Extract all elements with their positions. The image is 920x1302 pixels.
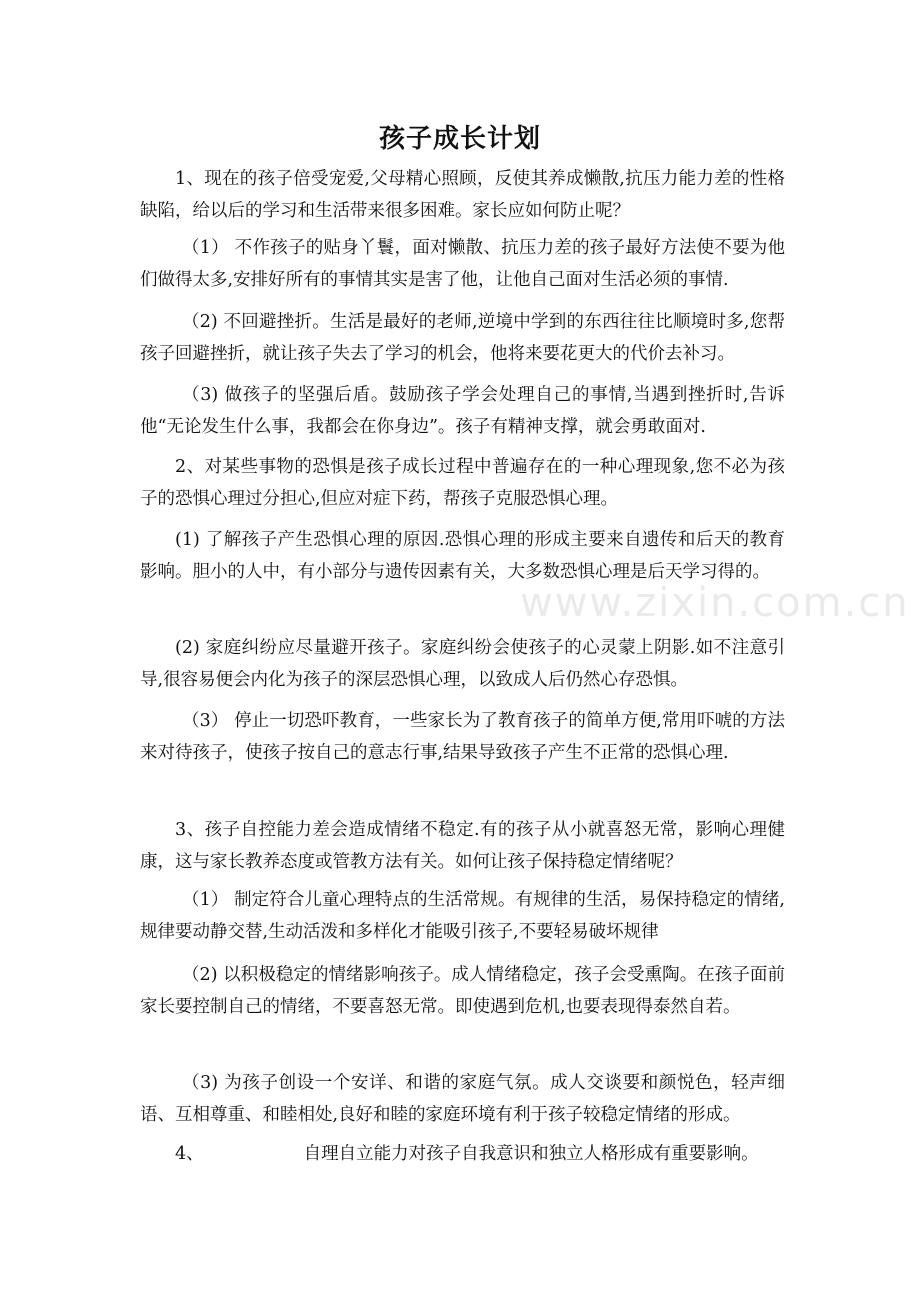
paragraph-3-1: （1） 制定符合儿童心理特点的生活常规。有规律的生活，易保持稳定的情绪,规律要动静交替,生动活泼和多样化才能吸引孩子,不要轻易破坏规律 bbox=[140, 890, 785, 942]
paragraph-2-3: （3） 停止一切恐吓教育，一些家长为了教育孩子的简单方便,常用吓唬的方法来对待孩子，使孩子按自己的意志行事,结果导致孩子产生不正常的恐惧心理. bbox=[140, 711, 785, 763]
paragraph-1: 1、现在的孩子倍受宠爱,父母精心照顾，反使其养成懒散,抗压力能力差的性格缺陷，给以后的学习和生活带来很多困难。家长应如何防止呢？ bbox=[140, 169, 785, 221]
paragraph-4-number: 4、 bbox=[175, 1144, 204, 1164]
paragraph-2-1: (1) 了解孩子产生恐惧心理的原因.恐惧心理的形成主要来自遗传和后天的教育影响。胆小的人中，有小部分与遗传因素有关，大多数恐惧心理是后天学习得的。 bbox=[140, 530, 785, 582]
paragraph-4-text: 自理自立能力对孩子自我意识和独立人格形成有重要影响。 bbox=[303, 1144, 759, 1164]
paragraph-1-1: （1） 不作孩子的贴身丫鬟，面对懒散、抗压力差的孩子最好方法使不要为他们做得太多,安排好所有的事情其实是害了他，让他自己面对生活必须的事情. bbox=[140, 238, 785, 290]
paragraph-3-2: （2) 以积极稳定的情绪影响孩子。成人情绪稳定，孩子会受熏陶。在孩子面前家长要控制自己的情绪，不要喜怒无常。即使遇到危机,也要表现得泰然自若。 bbox=[140, 965, 785, 1017]
paragraph-3-3: （3) 为孩子创设一个安详、和谐的家庭气氛。成人交谈要和颜悦色，轻声细语、互相尊重、和睦相处,良好和睦的家庭环境有利于孩子较稳定情绪的形成。 bbox=[140, 1073, 785, 1125]
document-title: 孩子成长计划 bbox=[378, 124, 541, 154]
paragraph-1-3: （3) 做孩子的坚强后盾。鼓励孩子学会处理自己的事情,当遇到挫折时,告诉他“无论发生什么事，我都会在你身边”。孩子有精神支撑，就会勇敢面对. bbox=[140, 385, 785, 437]
paragraph-4 bbox=[140, 1139, 785, 1171]
paragraph-2-2: (2) 家庭纠纷应尽量避开孩子。家庭纠纷会使孩子的心灵蒙上阴影.如不注意引导,很容易便会内化为孩子的深层恐惧心理，以致成人后仍然心存恐惧。 bbox=[140, 638, 785, 690]
paragraph-1-2: （2) 不回避挫折。生活是最好的老师,逆境中学到的东西往往比顺境时多,您帮孩子回避挫折，就让孩子失去了学习的机会，他将来要花更大的代价去补习。 bbox=[140, 312, 785, 364]
watermark: www.zixin.com.cn bbox=[520, 580, 910, 626]
paragraph-2: 2、对某些事物的恐惧是孩子成长过程中普遍存在的一种心理现象,您不必为孩子的恐惧心理过分担心,但应对症下药，帮孩子克服恐惧心理。 bbox=[140, 457, 785, 509]
paragraph-3: 3、孩子自控能力差会造成情绪不稳定.有的孩子从小就喜怒无常，影响心理健康，这与家长教养态度或管教方法有关。如何让孩子保持稳定情绪呢？ bbox=[140, 820, 785, 872]
